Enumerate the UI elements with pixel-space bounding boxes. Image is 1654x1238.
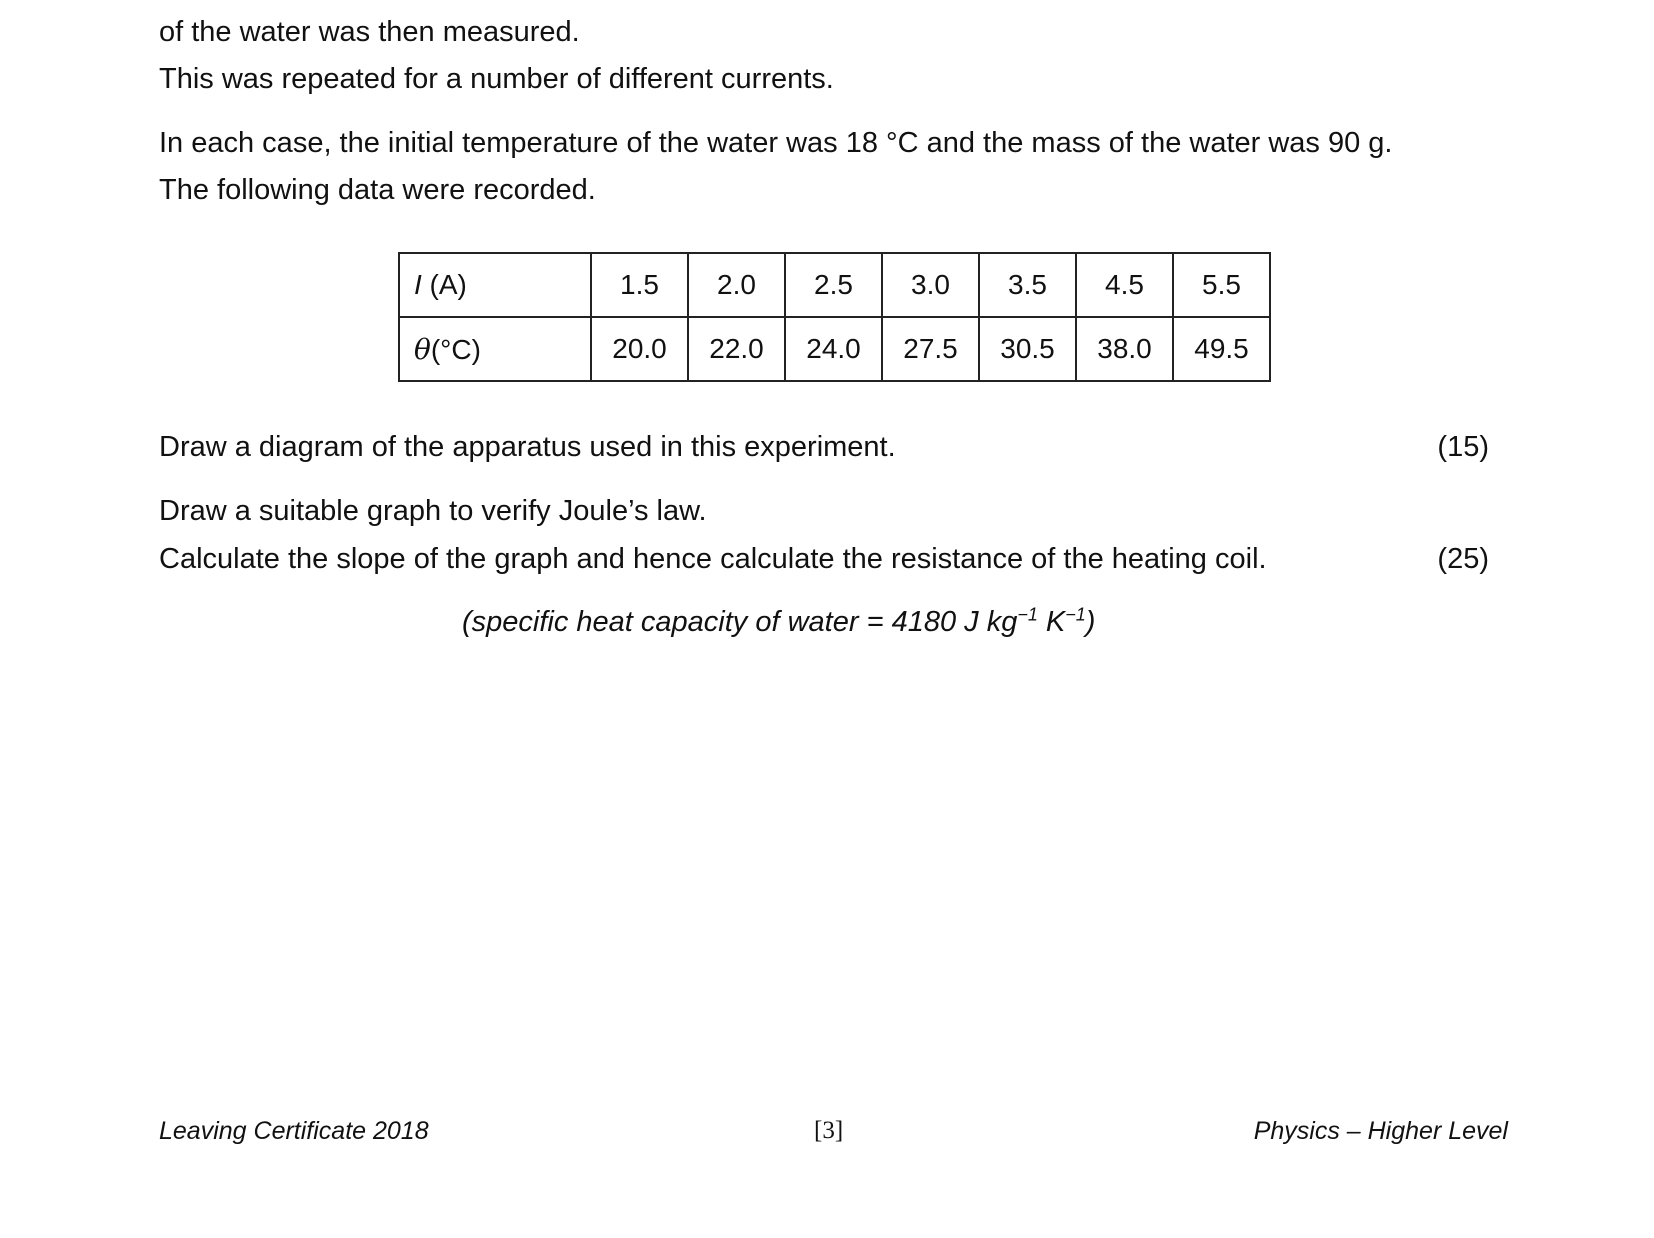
row-header-current: I (A) bbox=[399, 253, 591, 317]
row-header-temperature: θ(°C) bbox=[399, 317, 591, 381]
table-cell: 49.5 bbox=[1173, 317, 1270, 381]
table-cell: 20.0 bbox=[591, 317, 688, 381]
footer-subject: Physics – Higher Level bbox=[1253, 1117, 1508, 1145]
question-text: Calculate the slope of the graph and hence calculate the resistance of the heating coil. bbox=[159, 543, 1267, 575]
marks-label: (15) bbox=[1437, 431, 1489, 463]
table-row-current bbox=[399, 253, 1270, 317]
table-cell: 1.5 bbox=[591, 253, 688, 317]
table-cell: 3.5 bbox=[979, 253, 1076, 317]
table-cell: 27.5 bbox=[882, 317, 979, 381]
marks-label: (25) bbox=[1437, 543, 1489, 575]
specific-heat-note: (specific heat capacity of water = 4180 J $kg^{-1}$ $K^{-1}$) bbox=[462, 604, 1096, 638]
footer-page-number: [3] bbox=[814, 1117, 844, 1144]
body-text-line: In each case, the initial temperature of the water was 18 °C and the mass of the water was 90 g. bbox=[159, 127, 1393, 159]
data-table bbox=[398, 252, 1271, 382]
table-cell: 2.5 bbox=[785, 253, 882, 317]
table-cell: 22.0 bbox=[688, 317, 785, 381]
table-cell: 30.5 bbox=[979, 317, 1076, 381]
table-cell: 4.5 bbox=[1076, 253, 1173, 317]
table-row-temperature bbox=[399, 317, 1270, 381]
table-cell: 3.0 bbox=[882, 253, 979, 317]
body-text-line: of the water was then measured. bbox=[159, 16, 580, 48]
body-text-line: The following data were recorded. bbox=[159, 174, 596, 206]
footer-exam-name: Leaving Certificate 2018 bbox=[159, 1117, 429, 1145]
question-text: Draw a diagram of the apparatus used in this experiment. bbox=[159, 431, 896, 463]
table-cell: 38.0 bbox=[1076, 317, 1173, 381]
body-text-line: This was repeated for a number of different currents. bbox=[159, 63, 834, 95]
table-cell: 24.0 bbox=[785, 317, 882, 381]
table-cell: 5.5 bbox=[1173, 253, 1270, 317]
question-text: Draw a suitable graph to verify Joule’s law. bbox=[159, 495, 707, 527]
table-cell: 2.0 bbox=[688, 253, 785, 317]
